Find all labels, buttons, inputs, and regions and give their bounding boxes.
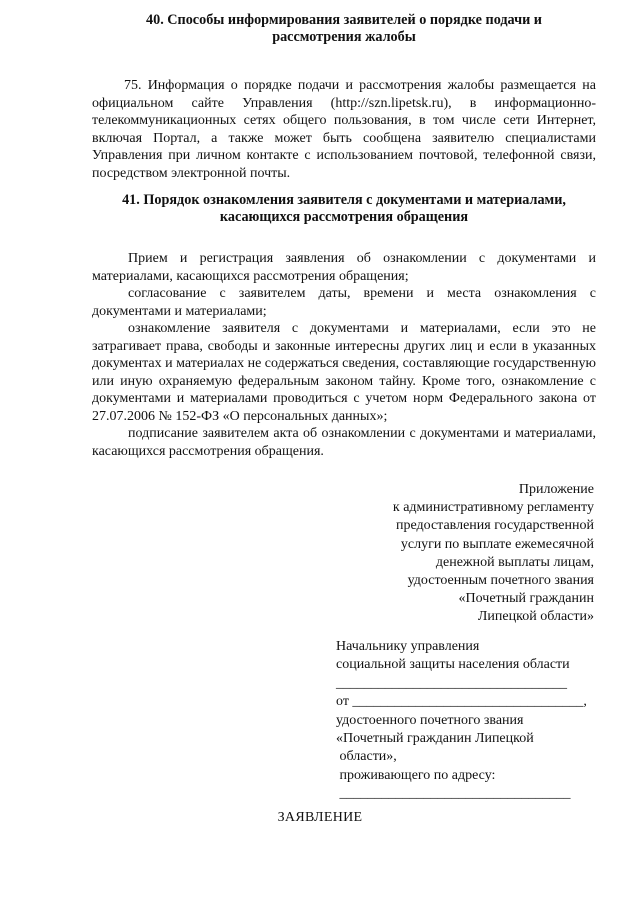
appendix-line: Приложение: [518, 482, 594, 497]
document-title: ЗАЯВЛЕНИЕ: [277, 810, 363, 825]
section-41-item: Прием и регистрация заявления об ознакомлении с документами и материалами, касающихся рассмотрения обращения;: [92, 251, 596, 284]
main-text: [92, 12, 596, 460]
section-41-heading: [92, 192, 596, 226]
addressee-line: Начальнику управления: [336, 639, 480, 654]
appendix-line: денежной выплаты лицам,: [435, 554, 594, 570]
section-41-heading-line2: касающихся рассмотрения обращения: [219, 209, 469, 225]
section-40-heading-line2: рассмотрения жалобы: [272, 29, 416, 45]
spacer: [92, 226, 596, 250]
appendix-line: «Почетный гражданин: [458, 591, 594, 607]
section-40-heading: [92, 12, 596, 46]
addressee-blank-line: _________________________________: [336, 786, 571, 802]
appendix-line: удостоенным почетного звания: [407, 573, 594, 589]
appendix-block: [393, 481, 594, 627]
section-40-paragraph: 75. Информация о порядке подачи и рассмотрения жалобы размещается на официальном сайте Управления (http://szn.lipetsk.ru), в информационно-телекоммуникационных сетях общего пользования, в том числе сети Интернет, включая Портал, а также может быть сообщена заявителю специалистами Управления при личном контакте с использованием почтовой, телефонной связи, посредством электронной почты.: [92, 78, 596, 181]
section-41-item: ознакомление заявителя с документами и материалами, если это не затрагивает права, свободы и законные интересны других лиц и если в указанных документах и материалах не содержаться сведения, составляющие государственную или иную охраняемую федеральным законом тайну. Кроме того, ознакомление с документами и материалами проводиться с учетом норм Федерального закона от 27.07.2006 № 152-ФЗ «О персональных данных»;: [92, 321, 596, 424]
section-41-heading-line1: 41. Порядок ознакомления заявителя с документами и материалами,: [122, 192, 566, 208]
appendix-line: Липецкой области»: [477, 609, 594, 625]
addressee-line: проживающего по адресу:: [336, 767, 496, 783]
addressee-from-line: от _________________________________,: [336, 694, 587, 710]
addressee-line: «Почетный гражданин Липецкой: [336, 731, 534, 747]
addressee-blank-line: _________________________________: [336, 675, 567, 691]
section-40-heading-line1: 40. Способы информирования заявителей о порядке подачи и: [146, 12, 542, 28]
addressee-line: удостоенного почетного звания: [336, 712, 524, 728]
spacer: [92, 182, 596, 192]
addressee-block: [336, 638, 596, 804]
spacer: [92, 46, 596, 77]
addressee-line: социальной защиты населения области: [336, 657, 570, 673]
section-41-item: подписание заявителем акта об ознакомлении с документами и материалами, касающихся рассмотрения обращения.: [92, 426, 596, 459]
section-41-item: согласование с заявителем даты, времени и места ознакомления с документами и материалами;: [92, 286, 596, 319]
appendix-line: услуги по выплате ежемесячной: [400, 536, 594, 552]
addressee-line: области»,: [336, 749, 397, 765]
appendix-line: к административному регламенту: [392, 500, 594, 516]
appendix-line: предоставления государственной: [395, 518, 594, 534]
